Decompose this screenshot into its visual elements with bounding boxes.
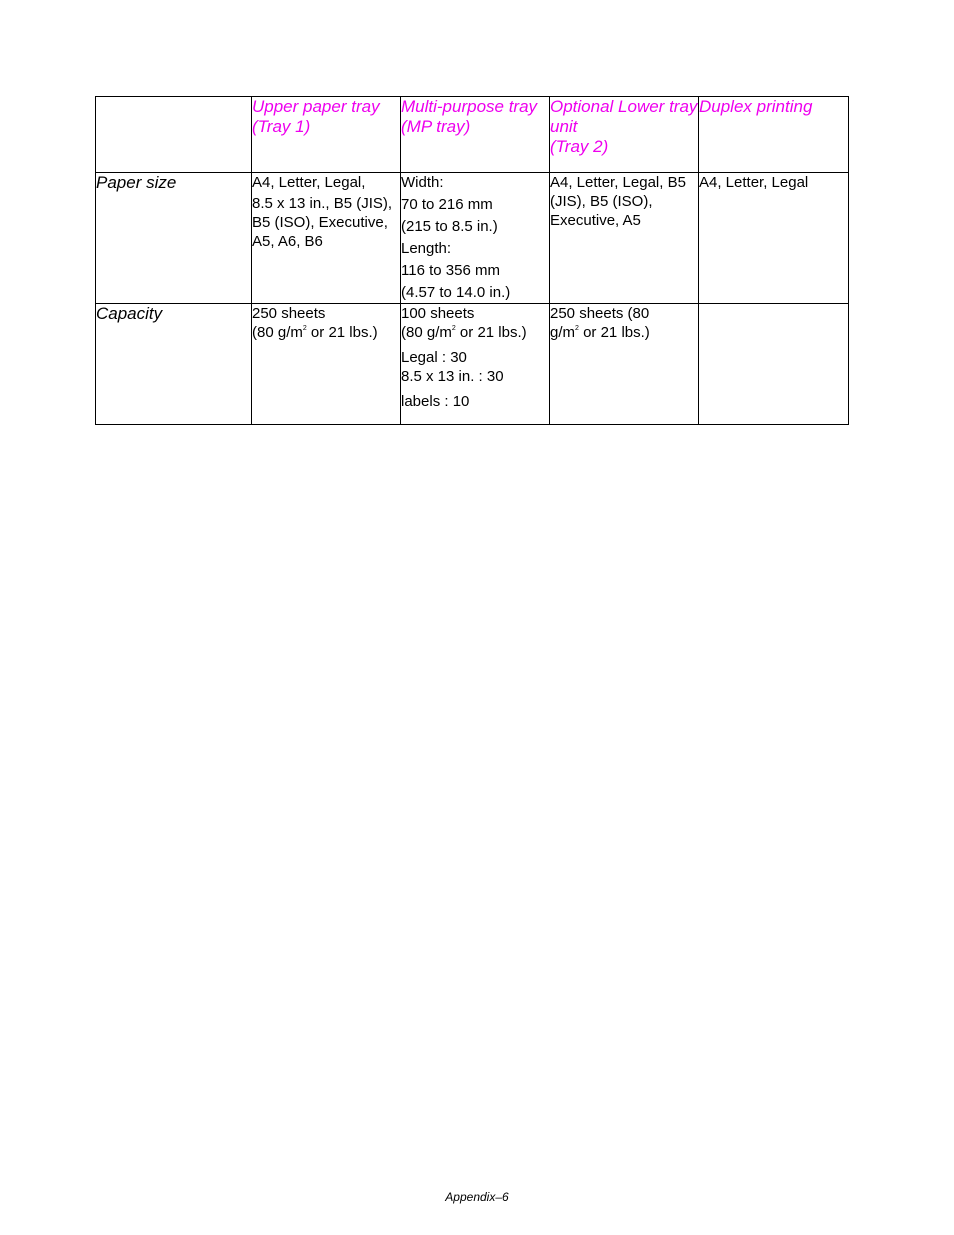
paper-size-upper-tray-line-2: 8.5 x 13 in., B5 (JIS), B5 (ISO), Executive, A5, A6, B6 — [252, 195, 393, 250]
weight-superscript: 2 — [575, 325, 579, 332]
weight-text-tail: or 21 lbs.) — [455, 324, 527, 341]
weight-superscript: 2 — [302, 325, 307, 332]
paper-size-duplex: A4, Letter, Legal — [699, 173, 849, 304]
mp-length-in: (4.57 to 14.0 in.) — [401, 284, 511, 301]
weight-superscript: 2 — [451, 325, 456, 332]
capacity-upper-weight — [252, 323, 400, 342]
header-optional-lower-tray — [550, 97, 699, 173]
capacity-upper-tray — [252, 304, 401, 425]
corner-cell — [96, 97, 252, 173]
capacity-lower-sheets: 250 sheets (80 — [550, 305, 650, 322]
row-label-paper-size: Paper size — [96, 173, 252, 304]
mp-width-in: (215 to 8.5 in.) — [401, 218, 498, 235]
capacity-lower-weight — [550, 323, 698, 342]
paper-size-upper-tray-line-1: A4, Letter, Legal, — [252, 174, 366, 191]
capacity-mp-85x13: 8.5 x 13 in. : 30 — [401, 368, 504, 385]
header-lower-tray-line-1: Optional Lower tray unit — [550, 97, 698, 136]
capacity-duplex — [699, 304, 849, 425]
mp-length-mm: 116 to 356 mm — [401, 262, 500, 279]
capacity-mp-legal: Legal : 30 — [401, 349, 467, 366]
capacity-lower-tray — [550, 304, 699, 425]
capacity-mp-labels: labels : 10 — [401, 393, 470, 410]
page-footer: Appendix–6 — [445, 1190, 509, 1204]
paper-size-lower-tray: A4, Letter, Legal, B5 (JIS), B5 (ISO), Executive, A5 — [550, 173, 699, 304]
row-label-capacity: Capacity — [96, 304, 252, 425]
capacity-upper-sheets: 250 sheets — [252, 305, 326, 322]
capacity-mp-weight — [401, 323, 549, 342]
paper-size-mp-tray — [401, 173, 550, 304]
table-header-row — [96, 97, 849, 173]
capacity-mp-tray — [401, 304, 550, 425]
weight-text-tail: or 21 lbs.) — [306, 324, 378, 341]
weight-text: (80 g/m — [401, 324, 452, 341]
paper-specification-table — [95, 96, 849, 425]
mp-width-mm: 70 to 216 mm — [401, 196, 493, 213]
header-lower-tray-line-2: (Tray 2) — [550, 137, 609, 156]
weight-text: g/m — [550, 324, 576, 341]
header-duplex-printing: Duplex printing — [699, 97, 849, 173]
mp-length-label: Length: — [401, 240, 452, 257]
paper-size-upper-tray — [252, 173, 401, 304]
weight-text-tail: or 21 lbs.) — [578, 324, 650, 341]
weight-text: (80 g/m — [252, 324, 303, 341]
capacity-mp-sheets: 100 sheets — [401, 305, 475, 322]
mp-width-label: Width: — [401, 174, 444, 191]
header-upper-paper-tray: Upper paper tray (Tray 1) — [252, 97, 401, 173]
table-row-paper-size — [96, 173, 849, 304]
header-multi-purpose-tray: Multi-purpose tray (MP tray) — [401, 97, 550, 173]
table-row-capacity — [96, 304, 849, 425]
